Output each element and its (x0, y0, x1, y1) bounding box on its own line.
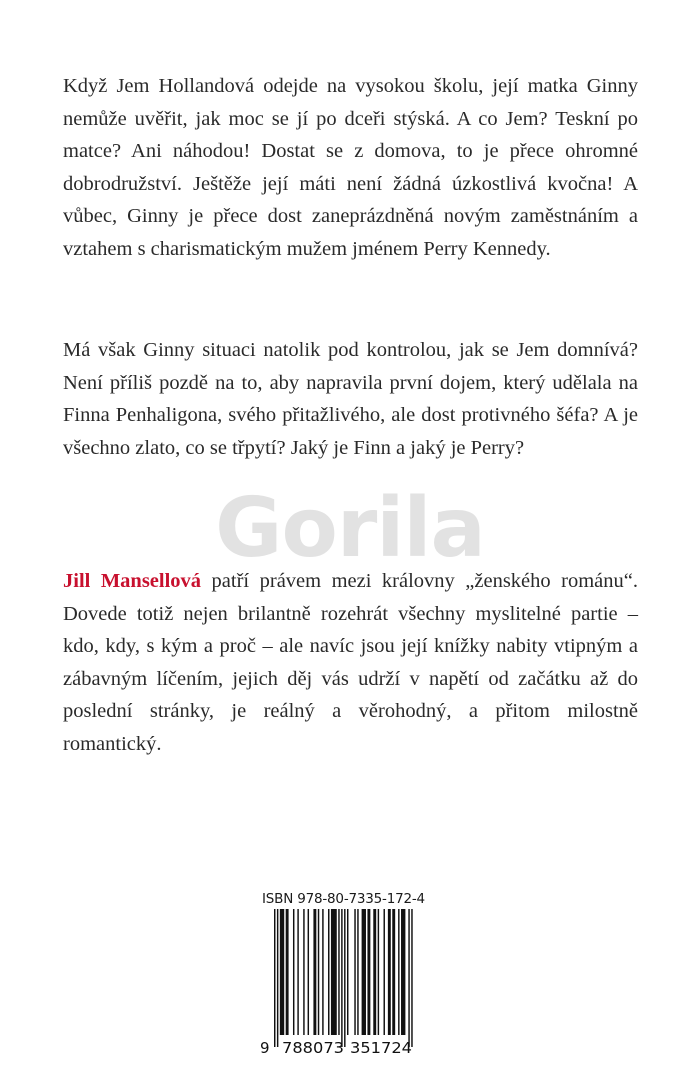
author-bio (63, 565, 638, 761)
barcode-bar (297, 909, 298, 1035)
barcode-bar (384, 909, 385, 1035)
barcode-bar (357, 909, 358, 1035)
barcode-bar (373, 909, 376, 1035)
barcode-bar (303, 909, 304, 1035)
isbn-label: ISBN 978-80-7335-172-4 (262, 891, 425, 907)
barcode-bar (392, 909, 395, 1035)
barcode-bar (341, 909, 342, 1047)
watermark-logo: Gorila (215, 481, 485, 576)
barcode-digits-right: 351724 (350, 1039, 412, 1057)
barcode-bar (277, 909, 278, 1047)
barcode-bar (328, 909, 329, 1035)
barcode-bar (354, 909, 355, 1035)
author-name: Jill Mansellová (63, 570, 202, 592)
barcode-digits-left: 788073 (282, 1039, 344, 1057)
barcode-bar (293, 909, 294, 1035)
barcode-bar (378, 909, 379, 1035)
barcode-bar (411, 909, 412, 1047)
author-bio-text: patří právem mezi královny „ženského románu“. Dovede totiž nejen brilantně rozehrát všechny myslitelné partie – kdo, kdy, s kým a proč – ale navíc jsou její knížky nabity vtipným a zábavným líčením, jejich děj vás udrží v napětí od začátku až do poslední stránky, je reálný a věrohodný, a přitom milostně romantický. (63, 570, 639, 755)
barcode-bar (344, 909, 345, 1047)
barcode-digit-first: 9 (260, 1039, 270, 1057)
barcode-bar (286, 909, 289, 1035)
barcode-bar (347, 909, 348, 1035)
blurb-paragraph-1: Když Jem Hollandová odejde na vysokou školu, její matka Ginny nemůže uvěřit, jak moc se jí po dceři stýská. A co Jem? Teskní po matce? Ani náhodou! Dostat se z domova, to je přece ohromné dobrodružství. Ještěže její máti není žádná úzkostlivá kvočna! A vůbec, Ginny je přece dost zaneprázdněná novým zaměstnáním a vztahem s charismatickým mužem jménem Perry Kennedy. (63, 75, 638, 260)
barcode-bar (274, 909, 275, 1047)
barcode-bar (362, 909, 366, 1035)
barcode-bar (338, 909, 339, 1035)
barcode-bar (367, 909, 370, 1035)
barcode-bar (401, 909, 405, 1035)
barcode (258, 909, 428, 1057)
barcode-bar (308, 909, 309, 1035)
barcode-bar (331, 909, 337, 1035)
barcode-graphic (258, 909, 428, 1057)
barcode-bar (313, 909, 316, 1035)
barcode-bar (408, 909, 409, 1047)
barcode-bar (280, 909, 284, 1035)
barcode-bar (388, 909, 391, 1035)
barcode-bars (274, 909, 413, 1047)
barcode-bar (322, 909, 323, 1035)
barcode-bar (318, 909, 319, 1035)
blurb-paragraph-2: Má však Ginny situaci natolik pod kontrolou, jak se Jem domnívá? Není příliš pozdě na to, aby napravila první dojem, který udělala na Finna Penhaligona, svého přitažlivého, ale dost protivného šéfa? A je všechno zlato, co se třpytí? Jaký je Finn a jaký je Perry? (63, 339, 638, 459)
barcode-bar (398, 909, 399, 1035)
